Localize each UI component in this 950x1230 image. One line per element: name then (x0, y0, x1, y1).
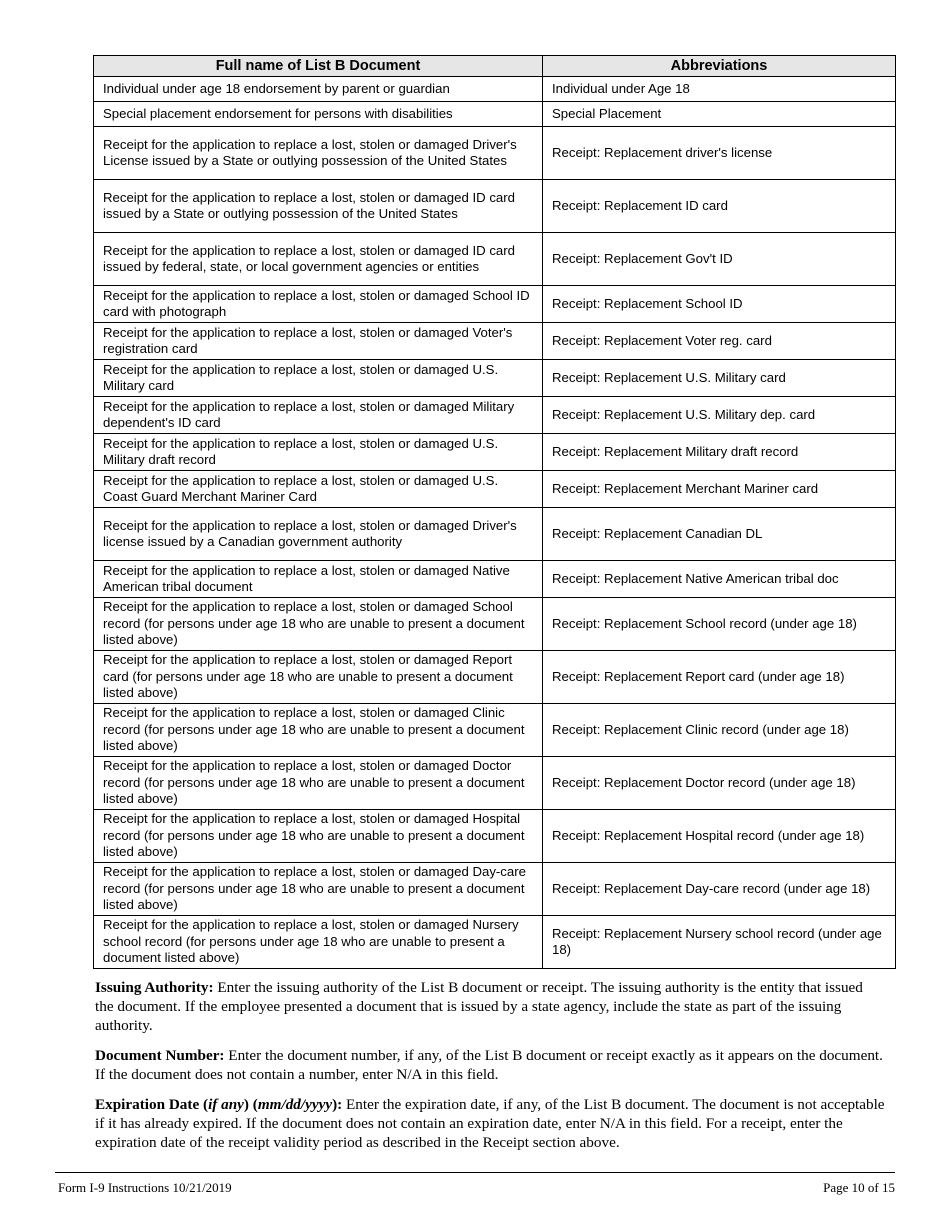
table-header-row (94, 56, 896, 77)
table-row (94, 508, 896, 561)
footer-page-number: Page 10 of 15 (823, 1180, 895, 1195)
table-row (94, 286, 896, 323)
document-full-name-cell: Receipt for the application to replace a lost, stolen or damaged Voter's registration card (94, 323, 543, 360)
document-full-name-cell: Special placement endorsement for persons with disabilities (94, 102, 543, 127)
document-abbreviation-cell: Receipt: Replacement U.S. Military card (543, 360, 896, 397)
document-abbreviation-cell: Receipt: Replacement driver's license (543, 127, 896, 180)
document-full-name-cell: Receipt for the application to replace a lost, stolen or damaged Native American tribal document (94, 561, 543, 598)
document-abbreviation-cell: Receipt: Replacement Gov't ID (543, 233, 896, 286)
document-full-name-cell: Receipt for the application to replace a lost, stolen or damaged Doctor record (for persons under age 18 who are unable to present a document listed above) (94, 757, 543, 810)
document-full-name-cell: Receipt for the application to replace a lost, stolen or damaged Clinic record (for persons under age 18 who are unable to present a document listed above) (94, 704, 543, 757)
column-header-full-name: Full name of List B Document (94, 56, 543, 77)
table-row (94, 704, 896, 757)
document-abbreviation-cell: Receipt: Replacement Native American tribal doc (543, 561, 896, 598)
document-full-name-cell: Receipt for the application to replace a lost, stolen or damaged ID card issued by a State or outlying possession of the United States (94, 180, 543, 233)
document-abbreviation-cell: Receipt: Replacement School ID (543, 286, 896, 323)
document-abbreviation-cell: Receipt: Replacement School record (under age 18) (543, 598, 896, 651)
document-full-name-cell: Receipt for the application to replace a lost, stolen or damaged Driver's License issued by a State or outlying possession of the United States (94, 127, 543, 180)
document-abbreviation-cell: Receipt: Replacement Voter reg. card (543, 323, 896, 360)
document-full-name-cell: Receipt for the application to replace a lost, stolen or damaged Driver's license issued by a Canadian government authority (94, 508, 543, 561)
issuing-authority-heading: Issuing Authority: (95, 979, 214, 996)
document-full-name-cell: Receipt for the application to replace a lost, stolen or damaged U.S. Military draft record (94, 434, 543, 471)
document-abbreviation-cell: Receipt: Replacement Military draft record (543, 434, 896, 471)
expiration-date-text: Enter the expiration date, if any, of the List B document. The document is not acceptable if it has already expired. If the document does not contain an expiration date, enter N/A in this field. For a receipt, enter the expiration date of the receipt validity period as described in the Receipt section above. (95, 1096, 885, 1151)
column-header-abbreviations: Abbreviations (543, 56, 896, 77)
document-full-name-cell: Receipt for the application to replace a lost, stolen or damaged Military dependent's ID card (94, 397, 543, 434)
issuing-authority-paragraph (95, 978, 885, 1035)
document-abbreviation-cell: Receipt: Replacement Day-care record (under age 18) (543, 863, 896, 916)
footer-divider (55, 1172, 895, 1173)
document-abbreviation-cell: Receipt: Replacement Canadian DL (543, 508, 896, 561)
document-abbreviation-cell: Special Placement (543, 102, 896, 127)
document-full-name-cell: Receipt for the application to replace a lost, stolen or damaged Nursery school record (for persons under age 18 who are unable to present a document listed above) (94, 916, 543, 969)
table-row (94, 360, 896, 397)
expiration-date-paragraph (95, 1095, 885, 1152)
table-row (94, 651, 896, 704)
document-abbreviation-cell: Receipt: Replacement Hospital record (under age 18) (543, 810, 896, 863)
table-row (94, 757, 896, 810)
document-number-paragraph (95, 1046, 885, 1084)
table-row (94, 397, 896, 434)
document-full-name-cell: Receipt for the application to replace a lost, stolen or damaged School ID card with photograph (94, 286, 543, 323)
document-abbreviation-cell: Receipt: Replacement U.S. Military dep. card (543, 397, 896, 434)
document-number-heading: Document Number: (95, 1047, 225, 1064)
document-full-name-cell: Receipt for the application to replace a lost, stolen or damaged ID card issued by federal, state, or local government agencies or entities (94, 233, 543, 286)
table-row (94, 127, 896, 180)
footer-form-id: Form I-9 Instructions 10/21/2019 (58, 1180, 232, 1195)
document-abbreviation-cell: Receipt: Replacement ID card (543, 180, 896, 233)
document-full-name-cell: Receipt for the application to replace a lost, stolen or damaged Day-care record (for persons under age 18 who are unable to present a document listed above) (94, 863, 543, 916)
table-row (94, 471, 896, 508)
document-full-name-cell: Receipt for the application to replace a lost, stolen or damaged U.S. Military card (94, 360, 543, 397)
table-row (94, 102, 896, 127)
document-full-name-cell: Individual under age 18 endorsement by parent or guardian (94, 77, 543, 102)
document-number-text: Enter the document number, if any, of the List B document or receipt exactly as it appears on the document. If the document does not contain a number, enter N/A in this field. (95, 1047, 883, 1083)
document-abbreviation-cell: Receipt: Replacement Merchant Mariner card (543, 471, 896, 508)
table-row (94, 77, 896, 102)
table-row (94, 180, 896, 233)
issuing-authority-text: Enter the issuing authority of the List B document or receipt. The issuing authority is the entity that issued the document. If the employee presented a document that is issued by a state agency, include the state as part of the issuing authority. (95, 979, 863, 1034)
document-full-name-cell: Receipt for the application to replace a lost, stolen or damaged U.S. Coast Guard Merchant Mariner Card (94, 471, 543, 508)
document-full-name-cell: Receipt for the application to replace a lost, stolen or damaged Hospital record (for persons under age 18 who are unable to present a document listed above) (94, 810, 543, 863)
table-row (94, 233, 896, 286)
table-row (94, 916, 896, 969)
table-row (94, 561, 896, 598)
document-full-name-cell: Receipt for the application to replace a lost, stolen or damaged Report card (for persons under age 18 who are unable to present a document listed above) (94, 651, 543, 704)
table-row (94, 598, 896, 651)
document-abbreviation-cell: Receipt: Replacement Nursery school record (under age 18) (543, 916, 896, 969)
expiration-date-heading: Expiration Date (if any) (mm/dd/yyyy): (95, 1096, 343, 1113)
table-row (94, 323, 896, 360)
document-abbreviation-cell: Individual under Age 18 (543, 77, 896, 102)
table-row (94, 810, 896, 863)
document-abbreviation-cell: Receipt: Replacement Clinic record (under age 18) (543, 704, 896, 757)
document-full-name-cell: Receipt for the application to replace a lost, stolen or damaged School record (for persons under age 18 who are unable to present a document listed above) (94, 598, 543, 651)
table-row (94, 434, 896, 471)
document-abbreviation-cell: Receipt: Replacement Doctor record (under age 18) (543, 757, 896, 810)
table-row (94, 863, 896, 916)
document-abbreviation-cell: Receipt: Replacement Report card (under age 18) (543, 651, 896, 704)
list-b-table (93, 55, 896, 969)
